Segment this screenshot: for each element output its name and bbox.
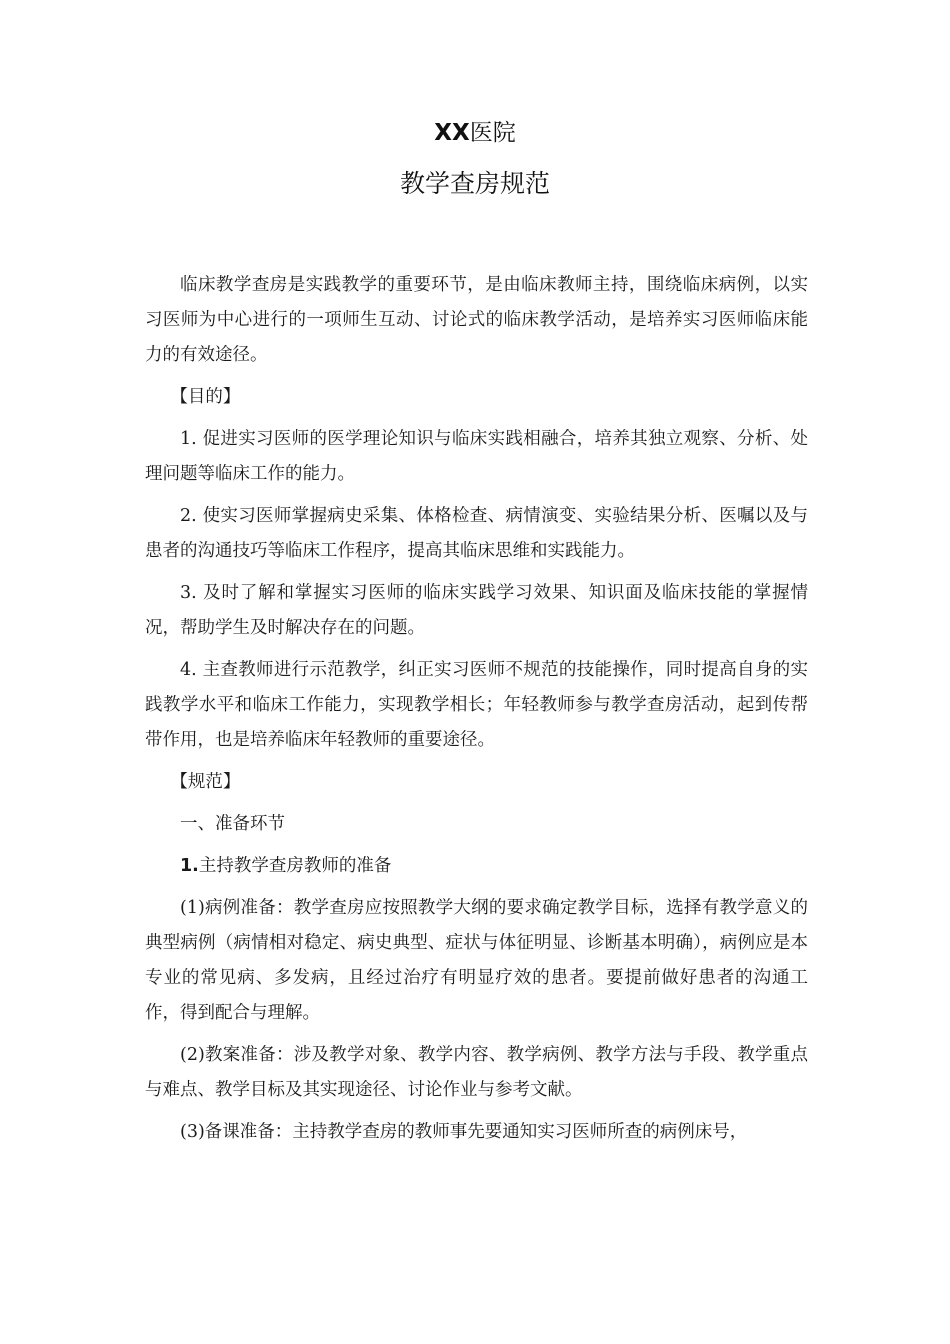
- subsection-text: 主持教学查房教师的准备: [198, 856, 392, 876]
- purpose-heading: 【目的】: [170, 387, 241, 407]
- hospital-prefix: XX: [434, 120, 470, 146]
- document-title: 教学查房规范: [399, 169, 550, 198]
- subsection-number: 1.: [180, 856, 199, 876]
- norm-item-lesson-plan: (2)教案准备：涉及教学对象、教学内容、教学病例、教学方法与手段、教学重点与难点、教学目标及其实现途径、讨论作业与参考文献。: [145, 1045, 808, 1100]
- document-body: [145, 268, 808, 1157]
- purpose-item-2: 2. 使实习医师掌握病史采集、体格检查、病情演变、实验结果分析、医嘱以及与患者的沟通技巧等临床工作程序，提高其临床思维和实践能力。: [145, 506, 808, 561]
- hospital-name: 医院: [469, 120, 516, 146]
- intro-paragraph: 临床教学查房是实践教学的重要环节，是由临床教师主持，围绕临床病例，以实习医师为中心进行的一项师生互动、讨论式的临床教学活动，是培养实习医师临床能力的有效途径。: [145, 275, 808, 365]
- subsection-teacher-preparation: [145, 849, 808, 884]
- purpose-item-1: 1. 促进实习医师的医学理论知识与临床实践相融合，培养其独立观察、分析、处理问题等临床工作的能力。: [145, 429, 808, 484]
- purpose-item-4: 4. 主查教师进行示范教学，纠正实习医师不规范的技能操作，同时提高自身的实践教学水平和临床工作能力，实现教学相长；年轻教师参与教学查房活动，起到传帮带作用，也是培养临床年轻教师的重要途径。: [145, 660, 808, 750]
- hospital-title: [0, 116, 950, 150]
- section-preparation: 一、准备环节: [180, 814, 285, 834]
- norm-item-class-preparation: (3)备课准备：主持教学查房的教师事先要通知实习医师所查的病例床号，: [180, 1122, 748, 1142]
- norms-heading: 【规范】: [170, 772, 241, 792]
- norm-item-case-preparation: (1)病例准备：教学查房应按照教学大纲的要求确定教学目标，选择有教学意义的典型病例（病情相对稳定、病史典型、症状与体征明显、诊断基本明确），病例应是本专业的常见病、多发病，且经过治疗有明显疗效的患者。要提前做好患者的沟通工作，得到配合与理解。: [145, 898, 808, 1023]
- purpose-item-3: 3. 及时了解和掌握实习医师的临床实践学习效果、知识面及临床技能的掌握情况，帮助学生及时解决存在的问题。: [145, 583, 808, 638]
